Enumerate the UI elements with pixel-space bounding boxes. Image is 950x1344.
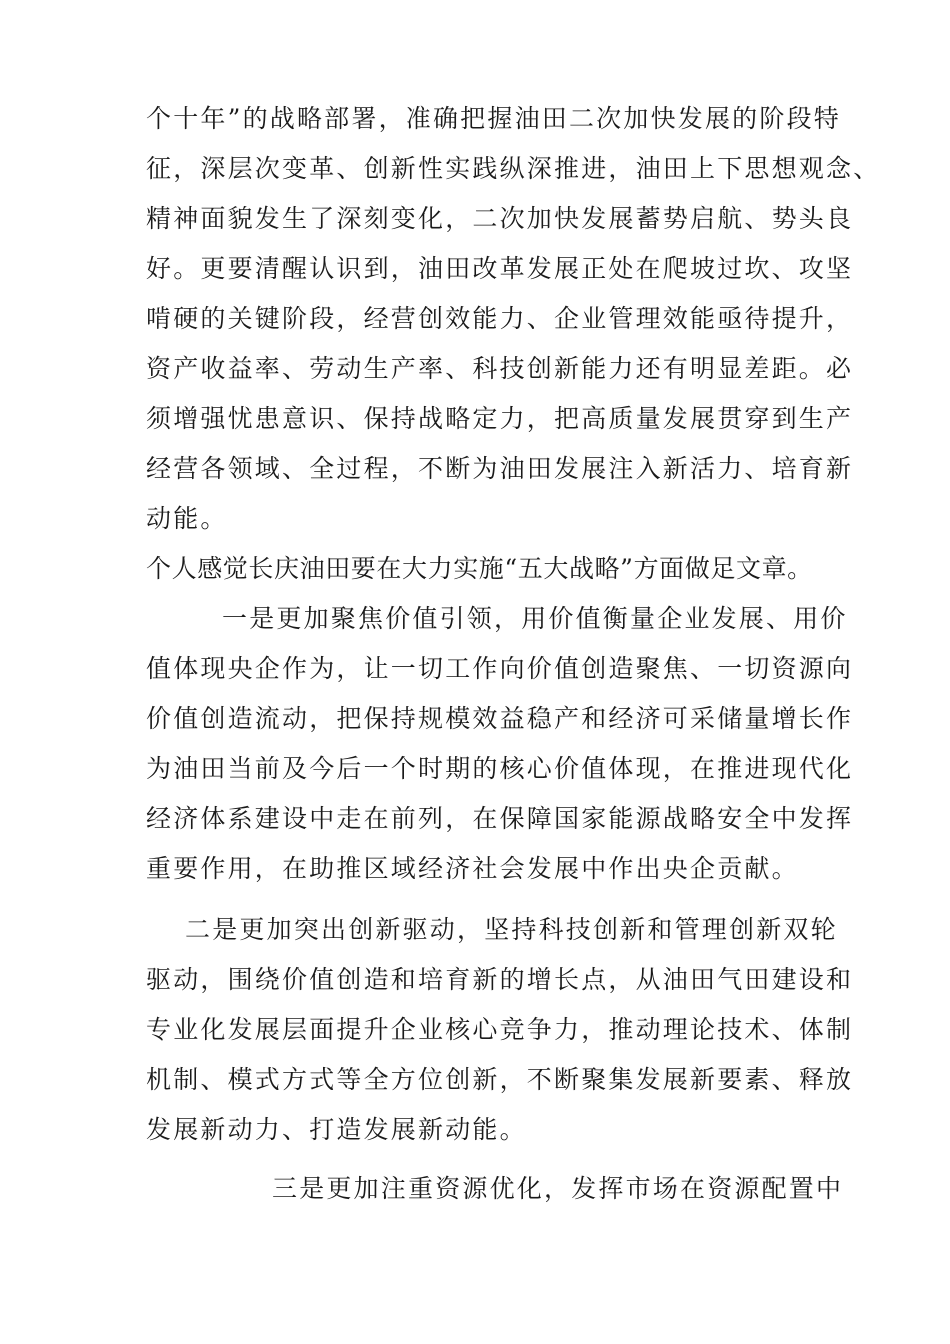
text-line: 个人感觉长庆油田要在大力实施“五大战略”方面做足文章。 — [146, 554, 813, 583]
text-line: 发展新动力、打造发展新动能。 — [146, 1115, 527, 1144]
text-line: 重要作用，在助推区域经济社会发展中作出央企贡献。 — [146, 854, 799, 883]
text-line: 价值创造流动，把保持规模效益稳产和经济可采储量增长作 — [146, 704, 854, 733]
text-line: 经济体系建设中走在前列，在保障国家能源战略安全中发挥 — [146, 804, 854, 833]
text-line: 好。更要清醒认识到，油田改革发展正处在爬坡过坎、攻坚 — [146, 254, 854, 283]
text-line: 个十年”的战略部署，准确把握油田二次加快发展的阶段特 — [146, 104, 841, 133]
text-line: 值体现央企作为，让一切工作向价值创造聚焦、一切资源向 — [146, 654, 854, 683]
text-line: 资产收益率、劳动生产率、科技创新能力还有明显差距。必 — [146, 354, 854, 383]
text-line: 须增强忧患意识、保持战略定力，把高质量发展贯穿到生产 — [146, 404, 854, 433]
text-line: 精神面貌发生了深刻变化，二次加快发展蓄势启航、势头良 — [146, 204, 854, 233]
text-line: 二是更加突出创新驱动，坚持科技创新和管理创新双轮 — [185, 915, 838, 944]
text-line: 机制、模式方式等全方位创新，不断聚集发展新要素、释放 — [146, 1065, 854, 1094]
text-line: 征，深层次变革、创新性实践纵深推进，油田上下思想观念、 — [146, 154, 881, 183]
text-line: 三是更加注重资源优化，发挥市场在资源配置中 — [272, 1174, 844, 1203]
text-line: 动能。 — [146, 504, 228, 533]
text-line: 为油田当前及今后一个时期的核心价值体现，在推进现代化 — [146, 754, 854, 783]
text-line: 经营各领域、全过程，不断为油田发展注入新活力、培育新 — [146, 454, 854, 483]
text-line: 专业化发展层面提升企业核心竞争力，推动理论技术、体制 — [146, 1015, 854, 1044]
text-line: 一是更加聚焦价值引领，用价值衡量企业发展、用价 — [222, 604, 848, 633]
text-line: 驱动，围绕价值创造和培育新的增长点，从油田气田建设和 — [146, 965, 854, 994]
text-line: 啃硬的关键阶段，经营创效能力、企业管理效能亟待提升， — [146, 304, 854, 333]
